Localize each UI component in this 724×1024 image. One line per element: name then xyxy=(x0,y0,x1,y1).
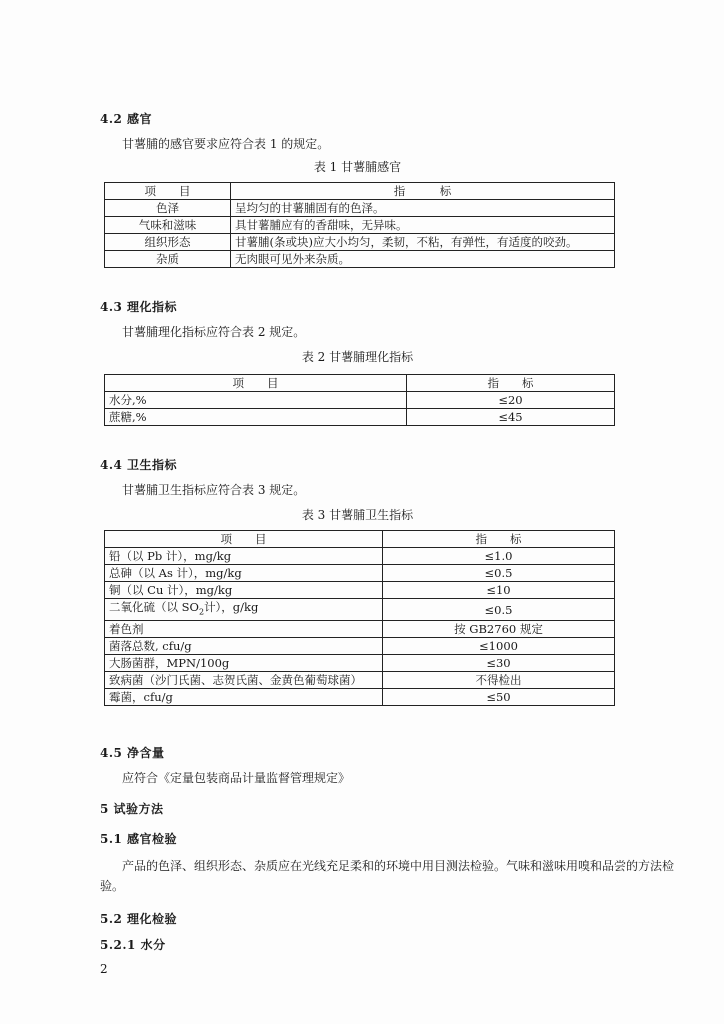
table-cell: 色泽 xyxy=(105,200,231,217)
table-row xyxy=(105,251,615,268)
table-cell: 菌落总数, cfu/g xyxy=(105,638,383,655)
table1-header-index: 指 标 xyxy=(231,183,615,200)
table-cell: 按 GB2760 规定 xyxy=(383,621,615,638)
section-4-2-heading: 4.2 感官 xyxy=(100,112,153,126)
table-row xyxy=(105,217,615,234)
section-4-5-text: 应符合《定量包装商品计量监督管理规定》 xyxy=(122,771,351,785)
table1 xyxy=(104,182,615,268)
section-5-heading: 5 试验方法 xyxy=(100,802,164,816)
table1-header-item: 项 目 xyxy=(105,183,231,200)
table2-header xyxy=(105,375,615,392)
table-cell: 水分,% xyxy=(105,392,407,409)
table-cell: ≤1000 xyxy=(383,638,615,655)
table-cell: 着色剂 xyxy=(105,621,383,638)
table-row xyxy=(105,392,615,409)
section-5-2-heading: 5.2 理化检验 xyxy=(100,912,178,926)
table-cell: 杂质 xyxy=(105,251,231,268)
table-cell: 蔗糖,% xyxy=(105,409,407,426)
section-5-1-heading: 5.1 感官检验 xyxy=(100,832,178,846)
table-cell: 霉菌，cfu/g xyxy=(105,689,383,706)
table-cell: ≤0.5 xyxy=(383,565,615,582)
table-row xyxy=(105,548,615,565)
table1-caption: 表 1 甘薯脯感官 xyxy=(313,160,402,174)
table-cell: 大肠菌群，MPN/100g xyxy=(105,655,383,672)
table-cell: ≤20 xyxy=(407,392,615,409)
table3-caption: 表 3 甘薯脯卫生指标 xyxy=(301,508,414,522)
table-cell: 致病菌（沙门氏菌、志贺氏菌、金黄色葡萄球菌） xyxy=(105,672,383,689)
table3-header-index: 指 标 xyxy=(383,531,615,548)
section-4-3-heading: 4.3 理化指标 xyxy=(100,300,178,314)
table2-header-item: 项 目 xyxy=(105,375,407,392)
table-cell: 二氧化硫（以 $SO_2$计），g/kg xyxy=(105,599,383,621)
table-cell: 铅（以 Pb 计），mg/kg xyxy=(105,548,383,565)
table-row xyxy=(105,621,615,638)
section-4-3-text: 甘薯脯理化指标应符合表 2 规定。 xyxy=(122,325,306,339)
table-cell: ≤10 xyxy=(383,582,615,599)
table-row xyxy=(105,672,615,689)
section-4-4-text: 甘薯脯卫生指标应符合表 3 规定。 xyxy=(122,483,306,497)
table-cell: 甘薯脯(条或块)应大小均匀，柔韧，不粘，有弹性，有适度的咬劲。 xyxy=(231,234,615,251)
table2-caption: 表 2 甘薯脯理化指标 xyxy=(301,350,414,364)
page-number: 2 xyxy=(100,962,108,976)
table3 xyxy=(104,530,615,706)
table-cell: 铜（以 Cu 计），mg/kg xyxy=(105,582,383,599)
table-row xyxy=(105,565,615,582)
table2-header-index: 指 标 xyxy=(407,375,615,392)
section-5-2-1-heading: 5.2.1 水分 xyxy=(100,938,166,952)
table-cell: 具甘薯脯应有的香甜味，无异味。 xyxy=(231,217,615,234)
table-row xyxy=(105,582,615,599)
section-4-5-heading: 4.5 净含量 xyxy=(100,746,165,760)
table-cell: 组织形态 xyxy=(105,234,231,251)
section-4-2-text: 甘薯脯的感官要求应符合表 1 的规定。 xyxy=(122,137,330,151)
table-cell: 总砷（以 As 计），mg/kg xyxy=(105,565,383,582)
table-cell: 无肉眼可见外来杂质。 xyxy=(231,251,615,268)
table-cell: ≤30 xyxy=(383,655,615,672)
section-5-1-text: 产品的色泽、组织形态、杂质应在光线充足柔和的环境中用目测法检验。气味和滋味用嗅和品尝的方法检验。 xyxy=(100,859,675,893)
table-cell: 气味和滋味 xyxy=(105,217,231,234)
table-row xyxy=(105,599,615,621)
table-row xyxy=(105,655,615,672)
section-4-4-heading: 4.4 卫生指标 xyxy=(100,458,178,472)
table3-header xyxy=(105,531,615,548)
table-cell: ≤0.5 xyxy=(383,599,615,621)
table-row xyxy=(105,409,615,426)
table2 xyxy=(104,374,615,426)
table1-header xyxy=(105,183,615,200)
table-cell: 呈均匀的甘薯脯固有的色泽。 xyxy=(231,200,615,217)
table-row xyxy=(105,200,615,217)
table-row xyxy=(105,689,615,706)
table-cell: ≤50 xyxy=(383,689,615,706)
table-row xyxy=(105,638,615,655)
table-row xyxy=(105,234,615,251)
table3-header-item: 项 目 xyxy=(105,531,383,548)
table-cell: 不得检出 xyxy=(383,672,615,689)
table-cell: ≤45 xyxy=(407,409,615,426)
table-cell: ≤1.0 xyxy=(383,548,615,565)
